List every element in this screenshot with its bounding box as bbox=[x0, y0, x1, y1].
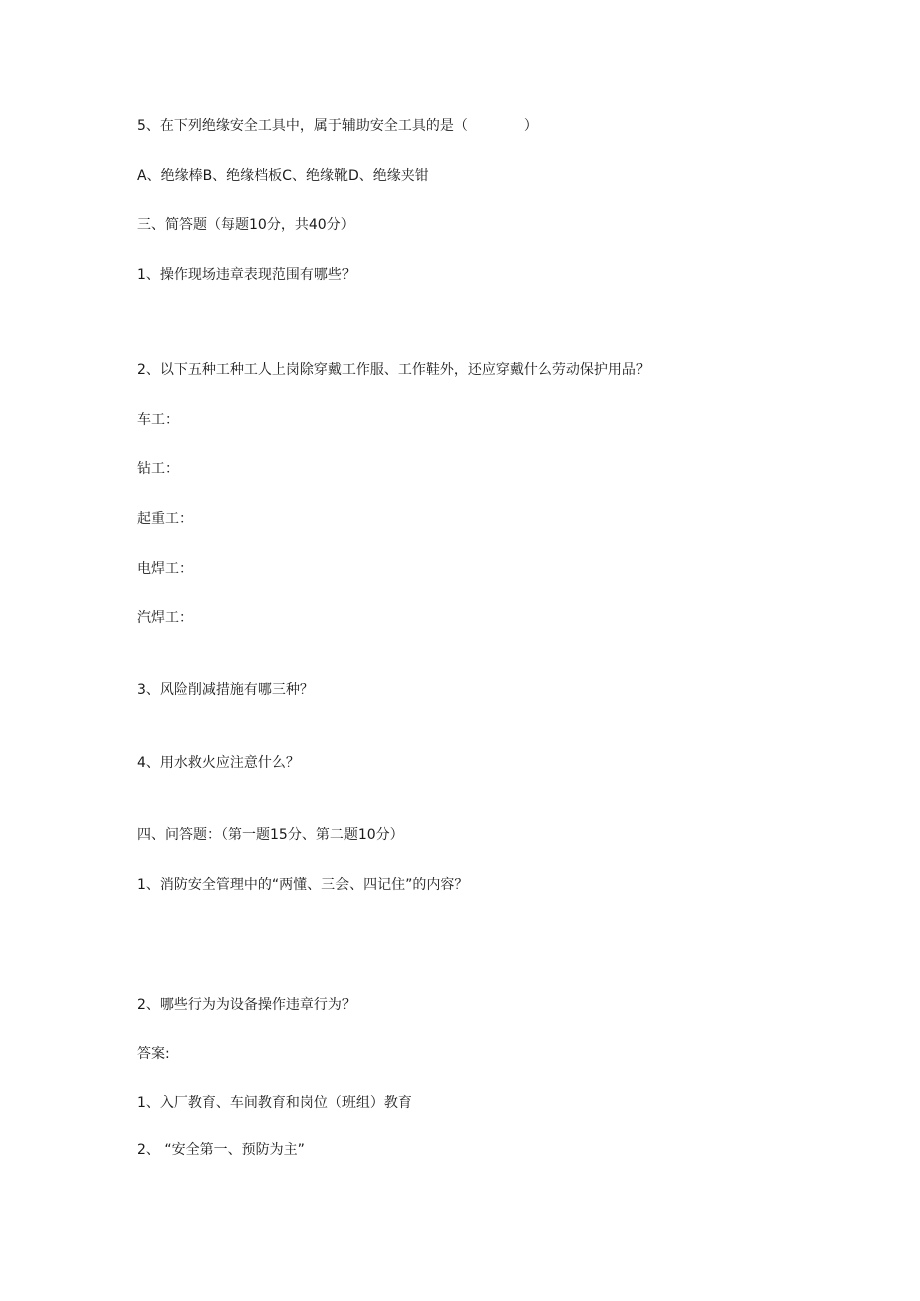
worker-type-lathe: 车工： bbox=[137, 412, 179, 428]
question-5-options: A、绝缘棒B、绝缘档板C、绝缘靴D、绝缘夹钳 bbox=[137, 168, 429, 184]
section-3-question-3: 3、风险削减措施有哪三种？ bbox=[137, 682, 314, 698]
section-3-question-4: 4、用水救火应注意什么？ bbox=[137, 755, 300, 771]
answer-1: 1、入厂教育、车间教育和岗位（班组）教育 bbox=[137, 1095, 412, 1111]
section-3-question-2: 2、以下五种工种工人上岗除穿戴工作服、工作鞋外，还应穿戴什么劳动保护用品？ bbox=[137, 362, 650, 378]
section-4-title: 四、问答题：（第一题15分、第二题10分） bbox=[137, 827, 404, 843]
worker-type-driller: 钻工： bbox=[137, 461, 179, 477]
answers-title: 答案: bbox=[137, 1046, 170, 1062]
section-4-question-1: 1、消防安全管理中的“两懂、三会、四记住”的内容？ bbox=[137, 877, 469, 893]
worker-type-gas-welder: 汽焊工： bbox=[137, 610, 193, 626]
worker-type-crane: 起重工： bbox=[137, 511, 193, 527]
worker-type-electric-welder: 电焊工： bbox=[137, 561, 193, 577]
answer-2: 2、 “安全第一、预防为主” bbox=[137, 1142, 305, 1158]
section-4-question-2: 2、哪些行为为设备操作违章行为？ bbox=[137, 997, 356, 1013]
section-3-title: 三、简答题（每题10分，共40分） bbox=[137, 217, 355, 233]
section-3-question-1: 1、操作现场违章表现范围有哪些？ bbox=[137, 267, 356, 283]
question-5: 5、在下列绝缘安全工具中，属于辅助安全工具的是（ ） bbox=[137, 118, 538, 134]
